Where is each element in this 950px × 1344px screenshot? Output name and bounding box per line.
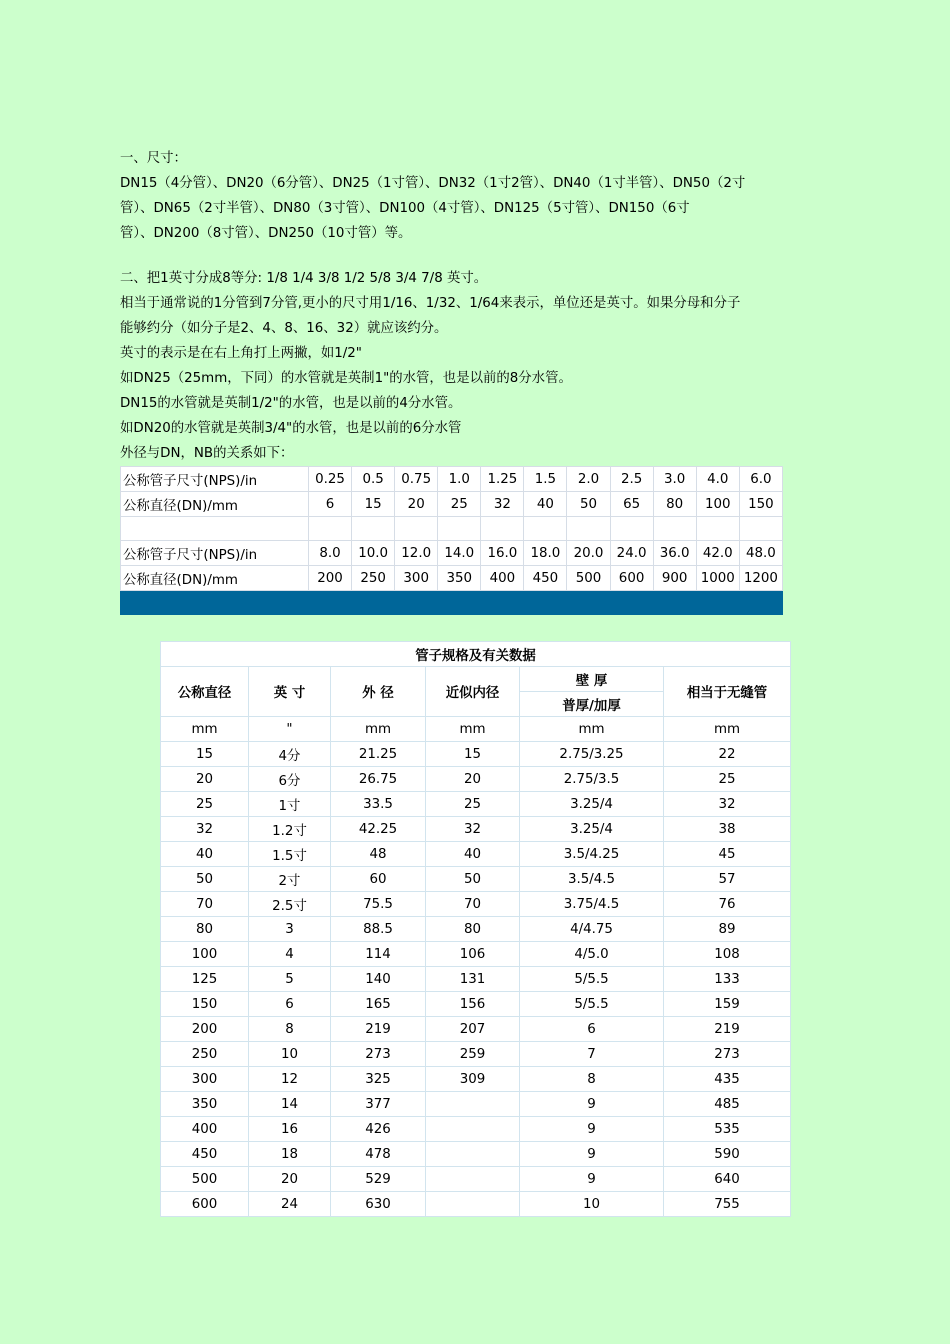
- spec-cell: 377: [331, 1092, 426, 1117]
- nps-table-row: [121, 517, 783, 541]
- spec-cell: 259: [426, 1042, 520, 1067]
- spec-cell: [426, 1117, 520, 1142]
- spec-cell: 40: [426, 842, 520, 867]
- section-1-line: 管）、DN65（2寸半管）、DN80（3寸管）、DN100（4寸管）、DN125（5寸管）、DN150（6寸: [120, 201, 690, 216]
- spec-cell: 48: [331, 842, 426, 867]
- spec-cell: 426: [331, 1117, 426, 1142]
- nps-cell: 1200: [739, 566, 782, 591]
- nps-cell: 450: [524, 566, 567, 591]
- spec-cell: 3.75/4.5: [520, 892, 664, 917]
- table-row: [161, 1067, 791, 1092]
- nps-cell: 15: [352, 492, 395, 517]
- nps-cell: 16.0: [481, 541, 524, 566]
- spec-cell: 15: [161, 742, 249, 767]
- spec-cell: 20: [249, 1167, 331, 1192]
- header-inch: 英 寸: [249, 667, 331, 717]
- nps-cell: [309, 517, 352, 541]
- section-2-line: 英寸的表示是在右上角打上两撇，如1/2": [120, 346, 362, 361]
- spec-cell: 4/4.75: [520, 917, 664, 942]
- table-row: [161, 892, 791, 917]
- spec-cell: 140: [331, 967, 426, 992]
- nps-cell: 0.5: [352, 467, 395, 492]
- spec-cell: 40: [161, 842, 249, 867]
- spec-cell: 38: [664, 817, 791, 842]
- unit-cell: mm: [664, 717, 791, 742]
- spec-cell: 32: [664, 792, 791, 817]
- spec-cell: 219: [331, 1017, 426, 1042]
- nps-cell: 350: [438, 566, 481, 591]
- nps-cell: [481, 517, 524, 541]
- spec-cell: 114: [331, 942, 426, 967]
- spec-cell: 20: [426, 767, 520, 792]
- units-row: [161, 717, 791, 742]
- spec-cell: 165: [331, 992, 426, 1017]
- spec-cell: 755: [664, 1192, 791, 1217]
- spec-cell: 2.75/3.5: [520, 767, 664, 792]
- spec-cell: 325: [331, 1067, 426, 1092]
- spec-cell: 207: [426, 1017, 520, 1042]
- spec-cell: 5/5.5: [520, 967, 664, 992]
- table-row: [161, 792, 791, 817]
- spec-cell: 6: [520, 1017, 664, 1042]
- section-1-title: 一、尺寸：: [120, 151, 187, 166]
- nps-cell: [653, 517, 696, 541]
- nps-cell: 6: [309, 492, 352, 517]
- spec-cell: 1寸: [249, 792, 331, 817]
- nps-cell: 0.75: [395, 467, 438, 492]
- nps-cell: 20: [395, 492, 438, 517]
- section-1: [120, 146, 784, 246]
- unit-cell: mm: [426, 717, 520, 742]
- nps-cell: 14.0: [438, 541, 481, 566]
- spec-cell: 50: [161, 867, 249, 892]
- spec-cell: 42.25: [331, 817, 426, 842]
- spec-cell: 3: [249, 917, 331, 942]
- nps-cell: [696, 517, 739, 541]
- spec-cell: 25: [426, 792, 520, 817]
- spec-cell: 70: [426, 892, 520, 917]
- table-row: [161, 867, 791, 892]
- spec-cell: 16: [249, 1117, 331, 1142]
- blue-divider-bar: [120, 591, 783, 615]
- spec-cell: 133: [664, 967, 791, 992]
- nps-table-row: [121, 492, 783, 517]
- spec-cell: 9: [520, 1167, 664, 1192]
- section-2-line: 相当于通常说的1分管到7分管,更小的尺寸用1/16、1/32、1/64来表示，单位还是英寸。如果分母和分子: [120, 296, 741, 311]
- nps-cell: 80: [653, 492, 696, 517]
- nps-cell: 500: [567, 566, 610, 591]
- table-row: [161, 1017, 791, 1042]
- spec-cell: 630: [331, 1192, 426, 1217]
- spec-cell: 8: [520, 1067, 664, 1092]
- nps-cell: 1000: [696, 566, 739, 591]
- spec-cell: 75.5: [331, 892, 426, 917]
- spec-cell: 131: [426, 967, 520, 992]
- header-nominal-diameter: 公称直径: [161, 667, 249, 717]
- spec-cell: 10: [520, 1192, 664, 1217]
- nps-cell: 150: [739, 492, 782, 517]
- spec-cell: 3.5/4.5: [520, 867, 664, 892]
- spec-cell: 60: [331, 867, 426, 892]
- spec-cell: 9: [520, 1092, 664, 1117]
- spec-cell: 4分: [249, 742, 331, 767]
- table-row: [161, 742, 791, 767]
- paragraph-gap: [120, 246, 784, 266]
- unit-cell: mm: [331, 717, 426, 742]
- section-1-line: 管）、DN200（8寸管）、DN250（10寸管）等。: [120, 226, 412, 241]
- spec-cell: [426, 1192, 520, 1217]
- nps-cell: 65: [610, 492, 653, 517]
- nps-cell: 18.0: [524, 541, 567, 566]
- spec-cell: 25: [161, 792, 249, 817]
- section-2-line: DN15的水管就是英制1/2"的水管，也是以前的4分水管。: [120, 396, 462, 411]
- spec-cell: 89: [664, 917, 791, 942]
- spec-cell: 80: [426, 917, 520, 942]
- nps-cell: 200: [309, 566, 352, 591]
- nps-cell: 900: [653, 566, 696, 591]
- table-row: [161, 1092, 791, 1117]
- spec-cell: 640: [664, 1167, 791, 1192]
- nps-cell: 20.0: [567, 541, 610, 566]
- nps-cell: 25: [438, 492, 481, 517]
- unit-cell: ": [249, 717, 331, 742]
- nps-table-row: [121, 566, 783, 591]
- spec-cell: 1.5寸: [249, 842, 331, 867]
- spec-cell: 25: [664, 767, 791, 792]
- spec-cell: 590: [664, 1142, 791, 1167]
- nps-cell: 600: [610, 566, 653, 591]
- nps-row-label: 公称直径(DN)/mm: [121, 566, 309, 591]
- header-wall-thickness: 壁 厚: [520, 667, 664, 692]
- nps-cell: 42.0: [696, 541, 739, 566]
- spec-cell: 18: [249, 1142, 331, 1167]
- table-row: [161, 967, 791, 992]
- spec-cell: 22: [664, 742, 791, 767]
- section-2-line: 如DN20的水管就是英制3/4"的水管，也是以前的6分水管: [120, 421, 462, 436]
- spec-cell: 15: [426, 742, 520, 767]
- nps-cell: [352, 517, 395, 541]
- nps-table-row: [121, 541, 783, 566]
- spec-cell: 32: [161, 817, 249, 842]
- nps-cell: [524, 517, 567, 541]
- pipe-spec-table: [160, 641, 791, 1217]
- nps-cell: 36.0: [653, 541, 696, 566]
- spec-cell: 5: [249, 967, 331, 992]
- spec-cell: 478: [331, 1142, 426, 1167]
- nps-cell: 24.0: [610, 541, 653, 566]
- spec-cell: 500: [161, 1167, 249, 1192]
- spec-cell: 219: [664, 1017, 791, 1042]
- table-row: [161, 1042, 791, 1067]
- spec-cell: 200: [161, 1017, 249, 1042]
- table-row: [161, 1192, 791, 1217]
- spec-cell: 156: [426, 992, 520, 1017]
- spec-cell: 529: [331, 1167, 426, 1192]
- spec-cell: 2.5寸: [249, 892, 331, 917]
- spec-cell: 309: [426, 1067, 520, 1092]
- spec-cell: 9: [520, 1142, 664, 1167]
- spec-cell: 600: [161, 1192, 249, 1217]
- spec-cell: 10: [249, 1042, 331, 1067]
- spec-cell: 250: [161, 1042, 249, 1067]
- spec-cell: 100: [161, 942, 249, 967]
- spec-cell: 400: [161, 1117, 249, 1142]
- spec-cell: 273: [664, 1042, 791, 1067]
- nps-cell: [395, 517, 438, 541]
- nps-cell: 8.0: [309, 541, 352, 566]
- nps-cell: 0.25: [309, 467, 352, 492]
- nps-cell: 1.0: [438, 467, 481, 492]
- spec-cell: 20: [161, 767, 249, 792]
- table-row: [161, 917, 791, 942]
- spec-cell: 150: [161, 992, 249, 1017]
- nps-table-row: [121, 467, 783, 492]
- header-outer-diameter: 外 径: [331, 667, 426, 717]
- spec-cell: 3.5/4.25: [520, 842, 664, 867]
- nps-cell: 48.0: [739, 541, 782, 566]
- spec-cell: 350: [161, 1092, 249, 1117]
- nps-row-label: 公称管子尺寸(NPS)/in: [121, 541, 309, 566]
- nps-row-label: [121, 517, 309, 541]
- nps-row-label: 公称管子尺寸(NPS)/in: [121, 467, 309, 492]
- nps-cell: 32: [481, 492, 524, 517]
- table-row: [161, 767, 791, 792]
- table-row: [161, 942, 791, 967]
- spec-cell: 300: [161, 1067, 249, 1092]
- section-2-line: 二、把1英寸分成8等分: 1/8 1/4 3/8 1/2 5/8 3/4 7/8 英寸。: [120, 271, 488, 286]
- spec-cell: 159: [664, 992, 791, 1017]
- spec-cell: 6: [249, 992, 331, 1017]
- unit-cell: mm: [161, 717, 249, 742]
- spec-cell: 70: [161, 892, 249, 917]
- nps-cell: 1.5: [524, 467, 567, 492]
- spec-cell: 24: [249, 1192, 331, 1217]
- spec-cell: [426, 1167, 520, 1192]
- section-2-line: 外径与DN，NB的关系如下：: [120, 446, 294, 461]
- spec-cell: [426, 1142, 520, 1167]
- nps-cell: 400: [481, 566, 524, 591]
- nps-cell: 12.0: [395, 541, 438, 566]
- spec-cell: 4: [249, 942, 331, 967]
- section-2: [120, 266, 784, 466]
- section-2-line: 如DN25（25mm，下同）的水管就是英制1"的水管，也是以前的8分水管。: [120, 371, 572, 386]
- nps-cell: 100: [696, 492, 739, 517]
- header-seamless-equivalent: 相当于无缝管: [664, 667, 791, 717]
- nps-cell: 250: [352, 566, 395, 591]
- spec-cell: 108: [664, 942, 791, 967]
- spec-cell: 9: [520, 1117, 664, 1142]
- spec-cell: 26.75: [331, 767, 426, 792]
- nps-cell: 50: [567, 492, 610, 517]
- table-row: [161, 817, 791, 842]
- table-row: [161, 1167, 791, 1192]
- spec-cell: 7: [520, 1042, 664, 1067]
- unit-cell: mm: [520, 717, 664, 742]
- spec-cell: 535: [664, 1117, 791, 1142]
- nps-dn-table: [120, 466, 783, 591]
- spec-cell: 5/5.5: [520, 992, 664, 1017]
- nps-cell: 3.0: [653, 467, 696, 492]
- table-row: [161, 1117, 791, 1142]
- spec-cell: 3.25/4: [520, 792, 664, 817]
- spec-table-caption: 管子规格及有关数据: [161, 642, 791, 667]
- spec-cell: 50: [426, 867, 520, 892]
- nps-cell: [567, 517, 610, 541]
- spec-cell: 80: [161, 917, 249, 942]
- spec-cell: 4/5.0: [520, 942, 664, 967]
- section-1-line: DN15（4分管）、DN20（6分管）、DN25（1寸管）、DN32（1寸2管）、DN40（1寸半管）、DN50（2寸: [120, 176, 746, 191]
- spec-cell: 12: [249, 1067, 331, 1092]
- nps-row-label: 公称直径(DN)/mm: [121, 492, 309, 517]
- spec-cell: 57: [664, 867, 791, 892]
- spec-cell: 2寸: [249, 867, 331, 892]
- spec-cell: 88.5: [331, 917, 426, 942]
- nps-cell: 2.5: [610, 467, 653, 492]
- spec-cell: 485: [664, 1092, 791, 1117]
- nps-cell: [610, 517, 653, 541]
- spec-cell: 3.25/4: [520, 817, 664, 842]
- table-row: [161, 992, 791, 1017]
- spec-cell: 33.5: [331, 792, 426, 817]
- table-row: [161, 842, 791, 867]
- nps-cell: [739, 517, 782, 541]
- nps-cell: 10.0: [352, 541, 395, 566]
- table-row: [161, 1142, 791, 1167]
- header-wall-subtype: 普厚/加厚: [520, 692, 664, 717]
- spec-cell: 6分: [249, 767, 331, 792]
- nps-cell: 300: [395, 566, 438, 591]
- spec-cell: [426, 1092, 520, 1117]
- spec-cell: 435: [664, 1067, 791, 1092]
- spec-cell: 1.2寸: [249, 817, 331, 842]
- spec-cell: 45: [664, 842, 791, 867]
- spec-cell: 125: [161, 967, 249, 992]
- spec-cell: 21.25: [331, 742, 426, 767]
- nps-cell: 40: [524, 492, 567, 517]
- nps-cell: 1.25: [481, 467, 524, 492]
- nps-cell: 2.0: [567, 467, 610, 492]
- header-inner-diameter: 近似内径: [426, 667, 520, 717]
- section-2-line: 能够约分（如分子是2、4、8、16、32）就应该约分。: [120, 321, 448, 336]
- spec-cell: 8: [249, 1017, 331, 1042]
- document-body: [120, 146, 784, 615]
- spec-cell: 106: [426, 942, 520, 967]
- spec-cell: 14: [249, 1092, 331, 1117]
- spec-cell: 273: [331, 1042, 426, 1067]
- spec-cell: 32: [426, 817, 520, 842]
- spec-cell: 76: [664, 892, 791, 917]
- spec-cell: 450: [161, 1142, 249, 1167]
- nps-cell: 6.0: [739, 467, 782, 492]
- spec-cell: 2.75/3.25: [520, 742, 664, 767]
- nps-cell: [438, 517, 481, 541]
- nps-cell: 4.0: [696, 467, 739, 492]
